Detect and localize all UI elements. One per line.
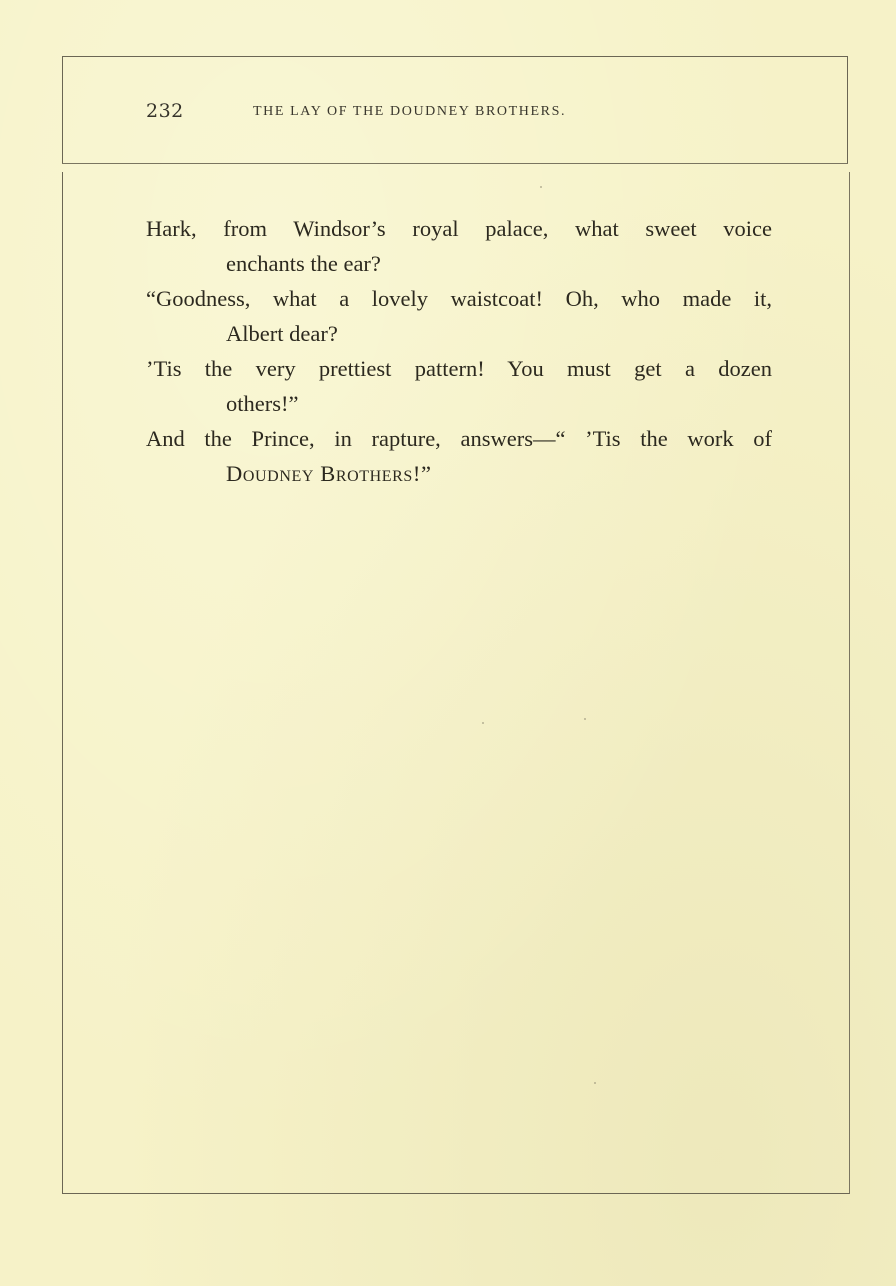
- poem-line-continuation: others!”: [226, 391, 299, 416]
- paper-speck: [594, 1082, 596, 1084]
- paper-speck: [540, 186, 542, 188]
- page-number: 232: [146, 100, 184, 122]
- poem-line: Hark, from Windsor’s royal palace, what sweet voice: [146, 216, 772, 241]
- poem-line: “Goodness, what a lovely waistcoat! Oh, who made it,: [146, 286, 772, 311]
- header-rule: [62, 163, 848, 164]
- poem-line: ’Tis the very prettiest pattern! You must get a dozen: [146, 356, 772, 381]
- running-title: THE LAY OF THE DOUDNEY BROTHERS.: [253, 104, 567, 119]
- poem-line: And the Prince, in rapture, answers—“ ’Tis the work of: [146, 426, 772, 451]
- poem-line-continuation: Albert dear?: [226, 321, 338, 346]
- paper-speck: [482, 722, 484, 724]
- poem-line-continuation: Doudney Brothers!”: [226, 461, 432, 486]
- poem-line-continuation: enchants the ear?: [226, 251, 381, 276]
- paper-speck: [584, 718, 586, 720]
- poem-stanza: [146, 211, 772, 491]
